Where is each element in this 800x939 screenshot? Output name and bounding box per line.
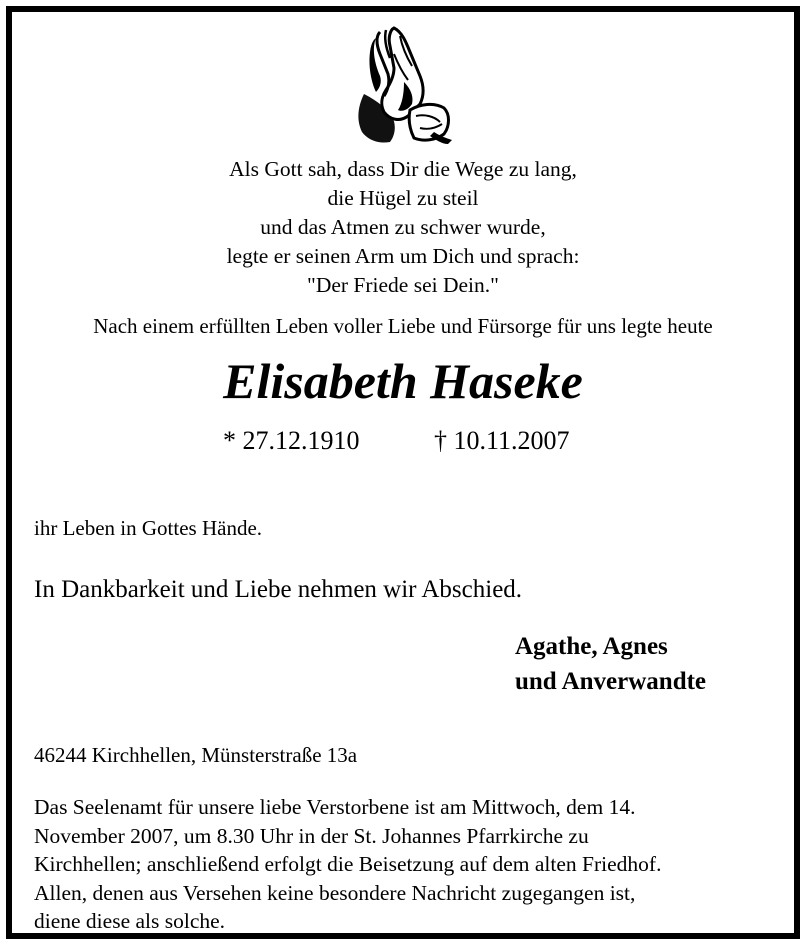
mourners-line: und Anverwandte [515, 668, 707, 695]
poem-line: die Hügel zu steil [327, 186, 479, 210]
birth-date: * 27.12.1910 [223, 426, 360, 455]
poem-line: legte er seinen Arm um Dich und sprach: [226, 244, 580, 268]
address: 46244 Kirchhellen, Münsterstraße 13a [34, 743, 358, 767]
poem-line: "Der Friede sei Dein." [307, 273, 499, 297]
notice-line: November 2007, um 8.30 Uhr in der St. Johannes Pfarrkirche zu [34, 823, 589, 848]
continuation-text: ihr Leben in Gottes Hände. [34, 516, 263, 540]
farewell-text: In Dankbarkeit und Liebe nehmen wir Abschied. [34, 576, 523, 603]
notice-line: Kirchhellen; anschließend erfolgt die Beisetzung auf dem alten Friedhof. [34, 852, 662, 876]
notice-line: diene diese als solche. [34, 909, 226, 933]
death-date: † 10.11.2007 [434, 426, 570, 455]
praying-hands-icon [350, 24, 454, 146]
funeral-notice [34, 793, 779, 936]
poem-line: und das Atmen zu schwer wurde, [260, 215, 546, 239]
mourners-line: Agathe, Agnes [515, 633, 668, 660]
notice-line: Das Seelenamt für unsere liebe Verstorbene ist am Mittwoch, dem 14. [34, 795, 636, 819]
poem [12, 155, 794, 300]
mourners [515, 629, 706, 699]
intro-text: Nach einem erfüllten Leben voller Liebe und Fürsorge für uns legte heute [93, 314, 713, 338]
poem-line: Als Gott sah, dass Dir die Wege zu lang, [229, 157, 577, 181]
deceased-name: Elisabeth Haseke [223, 353, 583, 409]
obituary-frame [6, 6, 800, 939]
notice-line: Allen, denen aus Versehen keine besondere Nachricht zugegangen ist, [34, 880, 636, 905]
